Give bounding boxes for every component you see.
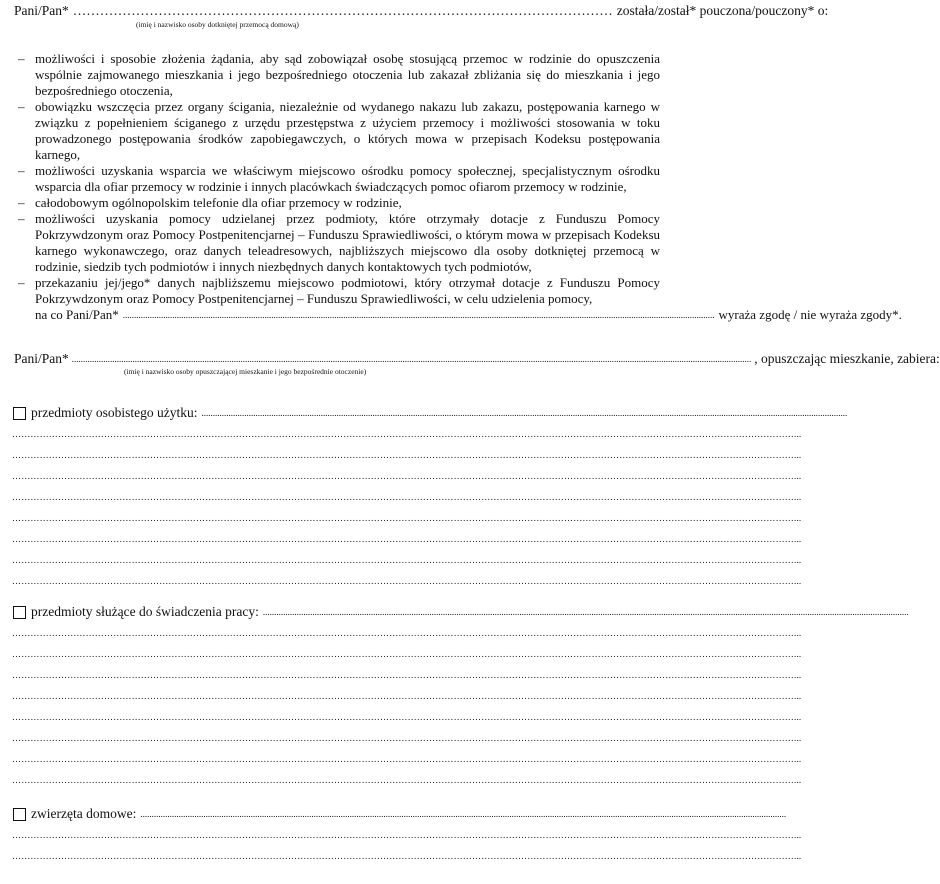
section-work xyxy=(12,601,909,791)
section-personal xyxy=(12,402,848,592)
work-line[interactable]: …………………………………………………………………………………………………………………………………………………………………………………………………………………………………... xyxy=(12,628,802,638)
personal-line[interactable]: …………………………………………………………………………………………………………………………………………………………………………………………………………………………………... xyxy=(12,576,802,586)
work-line[interactable]: …………………………………………………………………………………………………………………………………………………………………………………………………………………………………... xyxy=(12,670,802,680)
consent-line xyxy=(35,307,902,323)
section-pets xyxy=(12,803,802,867)
pets-line[interactable]: …………………………………………………………………………………………………………………………………………………………………………………………………………………………………... xyxy=(12,851,802,861)
personal-line[interactable]: …………………………………………………………………………………………………………………………………………………………………………………………………………………………………... xyxy=(12,429,802,439)
leaving-name-field[interactable]: .............................................................................................................................................................................................................................................................................................................. xyxy=(71,354,752,364)
work-checkbox[interactable] xyxy=(13,606,26,619)
consent-prefix: na co Pani/Pan* xyxy=(35,307,119,322)
list-item: – całodobowym ogólnopolskim telefonie dla ofiar przemocy w rodzinie, xyxy=(18,195,402,210)
personal-field[interactable]: ............................................................................................................................................................................................................................................................................................... xyxy=(201,408,848,418)
list-item: – przekazaniu jej/jego* danych najbliższemu miejscowo podmiotowi, który otrzymał dotacje z Funduszu Pomocy Pokrzywdzonym oraz Pomocy Postpenitencjarnej – Funduszu Sprawiedliwości, w celu udzielenia pomocy, na co Pani/Pan* ....................................................................................................................................................................................................................................................................... wyraża zgodę / nie wyraża zgody*. xyxy=(18,275,902,322)
leaving-prefix: Pani/Pan* xyxy=(14,351,69,366)
pets-field[interactable]: ............................................................................................................................................................................................................................................................................................... xyxy=(140,809,787,819)
name-field[interactable]: ………………………………………………………………………………………………………… xyxy=(72,3,613,18)
leaving-suffix: , opuszczając mieszkanie, zabiera: xyxy=(754,351,940,366)
personal-label: przedmioty osobistego użytku: xyxy=(31,405,198,420)
instruction-list xyxy=(18,51,902,323)
personal-line[interactable]: …………………………………………………………………………………………………………………………………………………………………………………………………………………………………... xyxy=(12,513,802,523)
pets-label: zwierzęta domowe: xyxy=(31,806,137,821)
list-item: – możliwości uzyskania wsparcia we właściwym miejscowo ośrodku pomocy społecznej, specjalistycznym ośrodku wsparcia dla ofiar przemocy w rodzinie i innych placówkach świadczących pomoc ofiarom przemocy w rodzinie, xyxy=(18,163,660,194)
list-item: – możliwości i sposobie złożenia żądania, aby sąd zobowiązał osobę stosującą przemoc w rodzinie do opuszczenia wspólnie zajmowanego mieszkania i jego bezpośredniego otoczenia lub zakazał zbliżania się do mieszkania i jego bezpośredniego otoczenia, xyxy=(18,51,660,98)
personal-line[interactable]: …………………………………………………………………………………………………………………………………………………………………………………………………………………………………... xyxy=(12,450,802,460)
personal-line[interactable]: …………………………………………………………………………………………………………………………………………………………………………………………………………………………………... xyxy=(12,534,802,544)
leaving-line xyxy=(14,351,940,368)
name-caption: (imię i nazwisko osoby dotkniętej przemocą domową) xyxy=(136,20,299,29)
work-line[interactable]: …………………………………………………………………………………………………………………………………………………………………………………………………………………………………... xyxy=(12,712,802,722)
work-field[interactable]: ............................................................................................................................................................................................................................................................................................... xyxy=(262,607,909,617)
work-line[interactable]: …………………………………………………………………………………………………………………………………………………………………………………………………………………………………... xyxy=(12,733,802,743)
name-prefix: Pani/Pan* xyxy=(14,3,69,18)
consent-field[interactable]: ....................................................................................................................................................................................................................................................................... xyxy=(122,310,715,320)
personal-line[interactable]: …………………………………………………………………………………………………………………………………………………………………………………………………………………………………... xyxy=(12,492,802,502)
instruction-suffix: została/został* pouczona/pouczony* o: xyxy=(616,3,829,18)
personal-line[interactable]: …………………………………………………………………………………………………………………………………………………………………………………………………………………………………... xyxy=(12,471,802,481)
consent-suffix: wyraża zgodę / nie wyraża zgody*. xyxy=(718,307,902,322)
work-line[interactable]: …………………………………………………………………………………………………………………………………………………………………………………………………………………………………... xyxy=(12,754,802,764)
work-line[interactable]: …………………………………………………………………………………………………………………………………………………………………………………………………………………………………... xyxy=(12,775,802,785)
work-line[interactable]: …………………………………………………………………………………………………………………………………………………………………………………………………………………………………... xyxy=(12,649,802,659)
leaving-caption: (imię i nazwisko osoby opuszczającej mieszkanie i jego bezpośrednie otoczenie) xyxy=(124,367,367,376)
work-line[interactable]: …………………………………………………………………………………………………………………………………………………………………………………………………………………………………... xyxy=(12,691,802,701)
instruction-line xyxy=(14,3,829,19)
personal-line[interactable]: …………………………………………………………………………………………………………………………………………………………………………………………………………………………………... xyxy=(12,555,802,565)
pets-line[interactable]: …………………………………………………………………………………………………………………………………………………………………………………………………………………………………... xyxy=(12,830,802,840)
pets-checkbox[interactable] xyxy=(13,808,26,821)
personal-checkbox[interactable] xyxy=(13,407,26,420)
list-item: – możliwości uzyskania pomocy udzielanej przez podmioty, które otrzymały dotacje z Funduszu Pomocy Pokrzywdzonym oraz Pomocy Postpenitencjarnej – Funduszu Sprawiedliwości, o którym mowa w przepisach Kodeksu karnego wykonawczego, oraz danych teleadresowych, najbliższych miejscowo dla osoby dotkniętej przemocą w rodzinie, siedzib tych podmiotów i innych niezbędnych danych kontaktowych tych podmiotów, xyxy=(18,211,660,274)
work-label: przedmioty służące do świadczenia pracy: xyxy=(31,604,259,619)
list-item: – obowiązku wszczęcia przez organy ścigania, niezależnie od wydanego nakazu lub zakazu, postępowania karnego w związku z popełnieniem ściganego z urzędu przestępstwa z użyciem przemocy i możliwości stosowania w toku prowadzonego postępowania środków zapobiegawczych, o których mowa w przepisach Kodeksu postępowania karnego, xyxy=(18,99,660,162)
